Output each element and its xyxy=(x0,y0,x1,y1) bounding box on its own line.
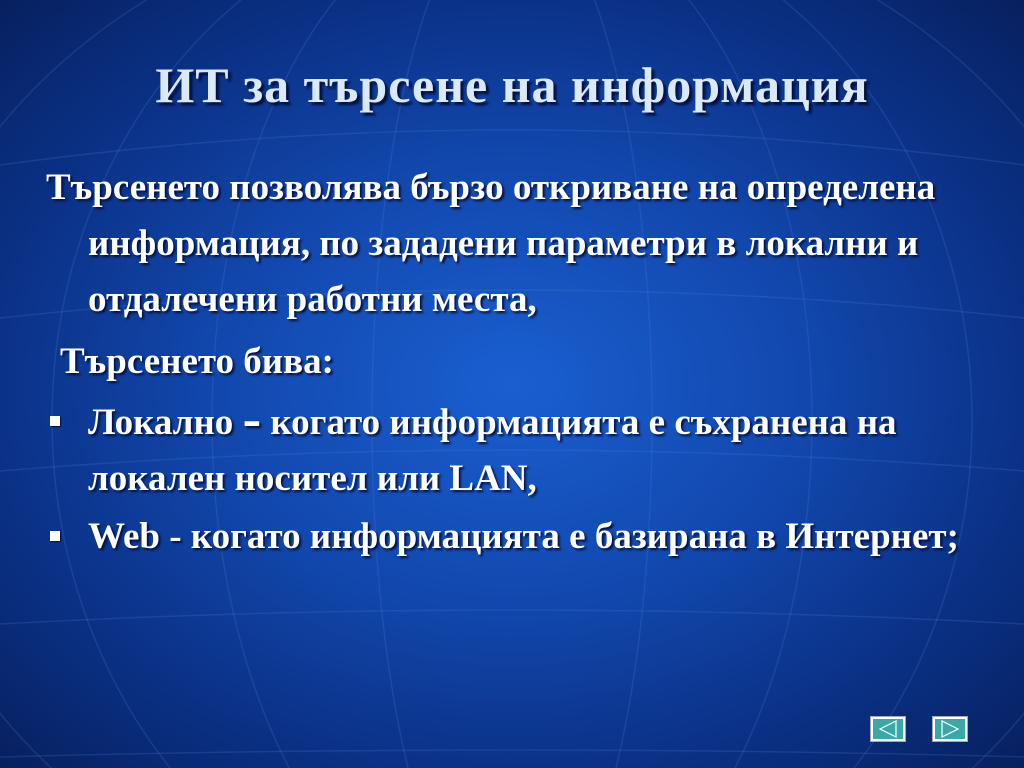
bullet-dash: – xyxy=(242,400,262,443)
triangle-right-icon xyxy=(933,717,967,741)
list-item-web-search xyxy=(46,509,976,565)
bullet-text: когато информацията е съхранена на локален носител или LAN, xyxy=(88,402,897,499)
square-bullet-icon xyxy=(50,416,60,426)
square-bullet-icon xyxy=(50,531,60,541)
previous-slide-button[interactable] xyxy=(870,716,906,742)
bullet-dash: - xyxy=(169,516,182,557)
triangle-left-icon xyxy=(871,717,905,741)
next-slide-button[interactable] xyxy=(932,716,968,742)
slide-body xyxy=(46,160,976,567)
list-item-local-search xyxy=(46,394,976,507)
search-types-heading: Търсенето бива: xyxy=(60,341,334,382)
intro-paragraph: Търсенето позволява бързо откриване на определена информация, по зададени параметри в локални и отдалечени работни места, xyxy=(46,167,936,320)
bullet-term: Web xyxy=(88,516,160,557)
bullet-text: когато информацията е базирана в Интернет; xyxy=(181,516,959,557)
bullet-term: Локално xyxy=(88,402,243,443)
slide-title: ИТ за търсене на информация xyxy=(155,57,869,113)
